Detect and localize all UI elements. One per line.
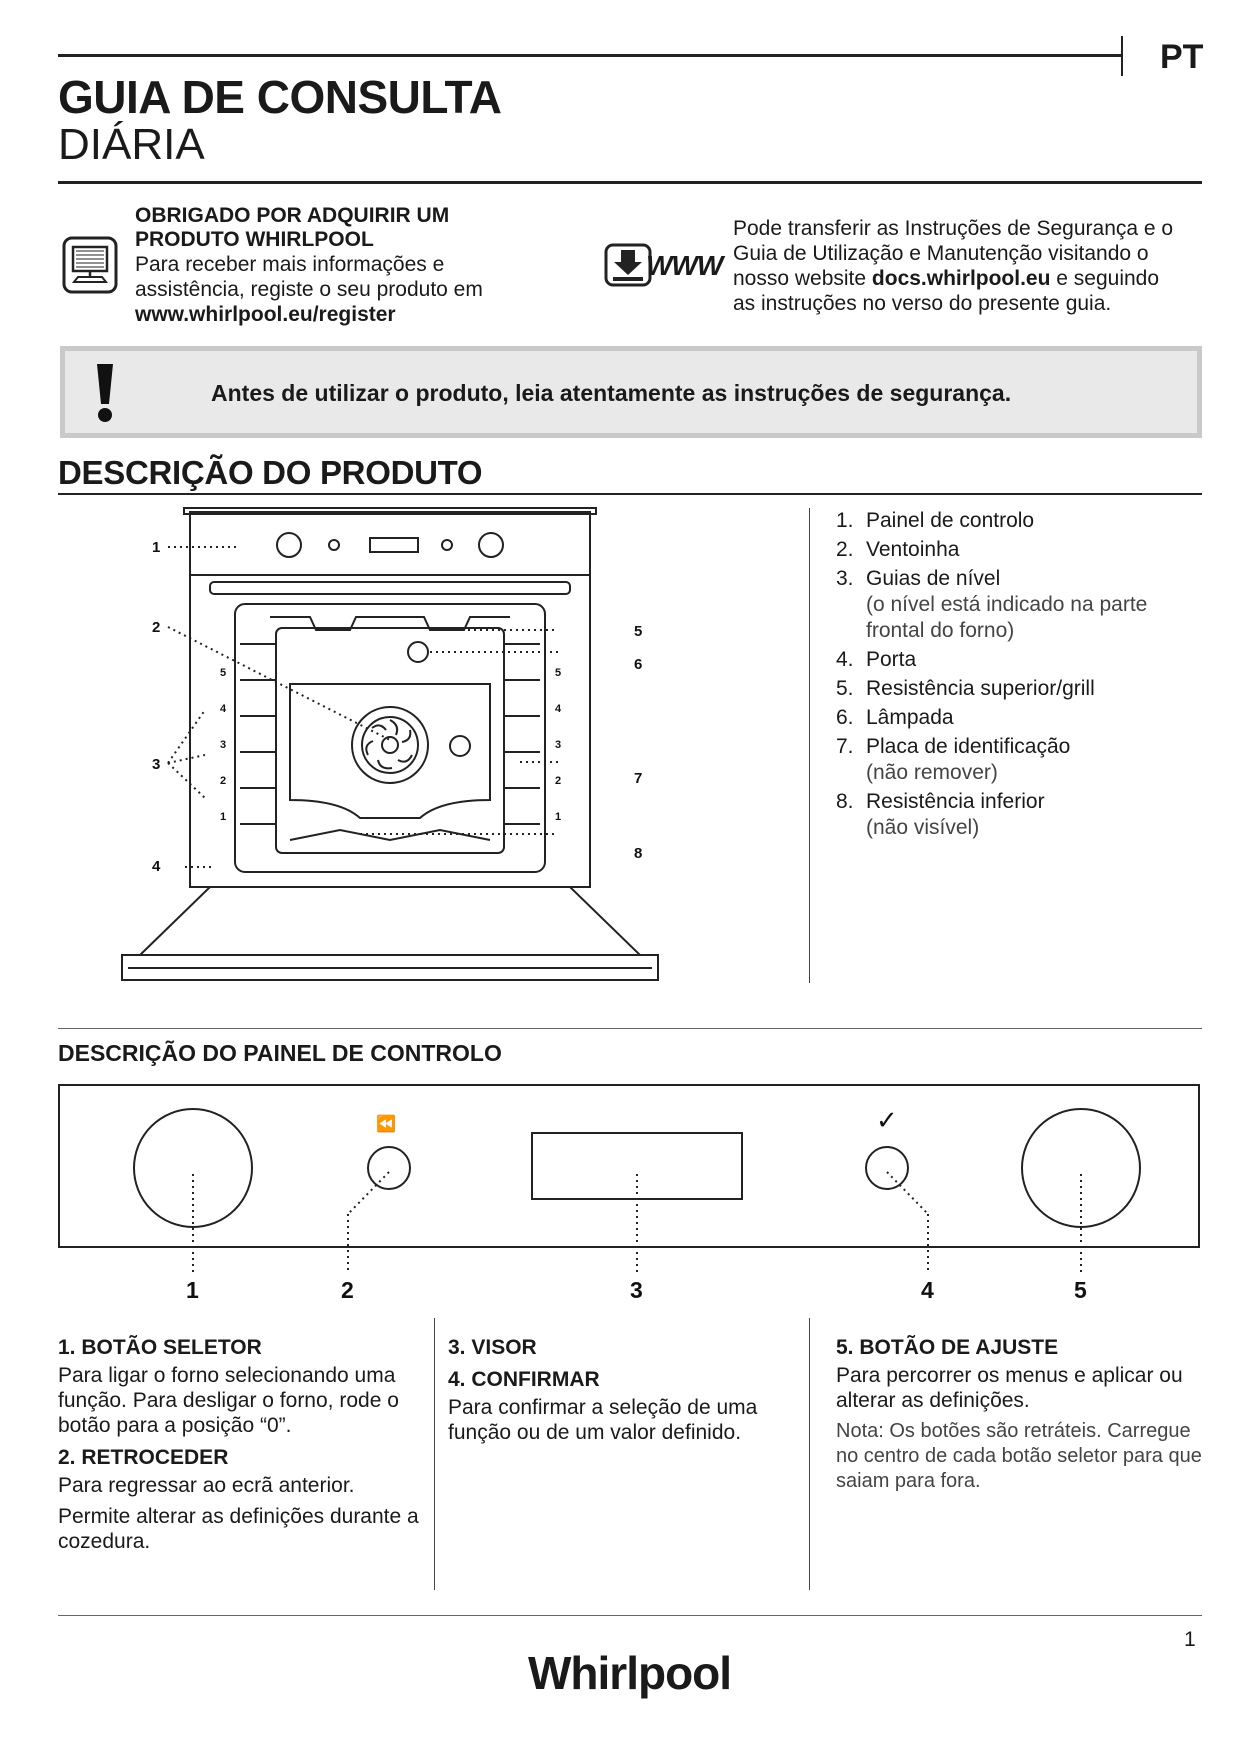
callout-4: 4 [152, 858, 161, 875]
col2-heading-1: 3. VISOR [448, 1336, 537, 1359]
callout-1: 1 [152, 539, 161, 556]
warning-text: Antes de utilizar o produto, leia atentamente as instruções de segurança. [211, 380, 1012, 406]
col1-text-3: Permite alterar as definições durante a cozedura. [58, 1505, 419, 1553]
register-text-1: Para receber mais informações e [135, 253, 445, 276]
svg-text:3: 3 [555, 739, 562, 751]
display [532, 1133, 742, 1199]
svg-text:5: 5 [220, 667, 227, 679]
page-subtitle: DIÁRIA [58, 120, 205, 169]
docs-link[interactable]: docs.whirlpool.eu [871, 267, 1051, 290]
www-text: WWW [646, 250, 723, 281]
callout-3: 3 [152, 756, 161, 773]
list-item: 4. Porta [836, 648, 917, 671]
register-text-2: assistência, registe o seu produto em [135, 278, 483, 301]
product-section-title: DESCRIÇÃO DO PRODUTO [58, 454, 483, 491]
col2-heading-2: 4. CONFIRMAR [448, 1368, 600, 1391]
col1-text-2: Para regressar ao ecrã anterior. [58, 1474, 355, 1497]
whirlpool-logo: Whirlpool [528, 1647, 732, 1699]
footer-rule [58, 1615, 1202, 1616]
control-section-title: DESCRIÇÃO DO PAINEL DE CONTROLO [58, 1040, 502, 1066]
list-item: 6. Lâmpada [836, 706, 954, 729]
svg-text:4: 4 [555, 703, 562, 715]
checkmark-icon: ✓ [876, 1106, 898, 1136]
col1-text-1: Para ligar o forno selecionando uma função. Para desligar o forno, rode o botão para a posição “0”. [58, 1364, 399, 1437]
exclamation-icon [94, 362, 116, 424]
product-parts-list [836, 508, 1206, 844]
svg-text:1: 1 [555, 811, 562, 823]
svg-text:4: 4 [220, 703, 227, 715]
control-col-1 [58, 1328, 423, 1560]
download-block [733, 216, 1213, 316]
register-heading-1: OBRIGADO POR ADQUIRIR UM [135, 204, 450, 227]
download-www-icon [604, 242, 724, 290]
register-block [135, 204, 535, 327]
list-item: 8. Resistência inferior (não visível) [836, 790, 1045, 839]
top-rule [58, 54, 1122, 57]
col3-heading-1: 5. BOTÃO DE AJUSTE [836, 1336, 1059, 1359]
col1-heading-2: 2. RETROCEDER [58, 1446, 229, 1469]
panel-label-5: 5 [1074, 1277, 1087, 1303]
download-line-4: as instruções no verso do presente guia. [733, 292, 1112, 315]
col2-text-1: Para confirmar a seleção de uma função ou de um valor definido. [448, 1396, 758, 1444]
product-column-divider [809, 508, 810, 983]
panel-label-1: 1 [186, 1277, 199, 1303]
callout-8: 8 [634, 845, 643, 862]
control-col-2 [448, 1328, 798, 1451]
svg-text:5: 5 [555, 667, 562, 679]
adjust-knob [1022, 1109, 1140, 1227]
download-line-2: Guia de Utilização e Manutenção visitando o [733, 242, 1149, 265]
register-url[interactable]: www.whirlpool.eu/register [135, 303, 396, 326]
callout-2: 2 [152, 619, 161, 636]
list-item: 7. Placa de identificação (não remover) [836, 735, 1071, 784]
back-icon: ⏪ [376, 1114, 396, 1133]
list-item: 1. Painel de controlo [836, 509, 1035, 532]
list-item: 3. Guias de nível (o nível está indicado na parte frontal do forno) [836, 567, 1148, 642]
panel-label-2: 2 [341, 1277, 354, 1303]
list-item: 5. Resistência superior/grill [836, 677, 1095, 700]
download-line-1: Pode transferir as Instruções de Segurança e o [733, 217, 1174, 240]
control-col-3 [836, 1328, 1206, 1500]
download-line-3: nosso website docs.whirlpool.eu e seguindo [733, 267, 1160, 290]
svg-text:3: 3 [220, 739, 227, 751]
computer-icon [62, 236, 118, 294]
col-divider-2 [809, 1318, 810, 1590]
callout-7: 7 [634, 770, 643, 787]
svg-text:2: 2 [220, 775, 227, 787]
oven-diagram [80, 500, 720, 990]
svg-text:1: 1 [220, 811, 227, 823]
callout-6: 6 [634, 656, 643, 673]
list-item: 2. Ventoinha [836, 538, 960, 561]
col-divider-1 [434, 1318, 435, 1590]
back-button [368, 1147, 410, 1189]
svg-text:2: 2 [555, 775, 562, 787]
col3-text-1: Para percorrer os menus e aplicar ou alterar as definições. [836, 1364, 1183, 1412]
lang-divider [1121, 36, 1123, 76]
page-number: 1 [1184, 1628, 1196, 1651]
col1-heading-1: 1. BOTÃO SELETOR [58, 1336, 262, 1359]
confirm-button [866, 1147, 908, 1189]
callout-5: 5 [634, 623, 643, 640]
page-title: GUIA DE CONSULTA [58, 71, 502, 123]
col3-note: Nota: Os botões são retráteis. Carregue no centro de cada botão seletor para que saiam para fora. [836, 1420, 1202, 1492]
control-panel-elements [58, 1084, 1202, 1304]
panel-label-3: 3 [630, 1277, 643, 1303]
control-section-rule [58, 1028, 1202, 1029]
language-code: PT [1160, 38, 1204, 76]
product-title-rule [58, 493, 1202, 495]
panel-label-4: 4 [921, 1277, 934, 1303]
selector-knob [134, 1109, 252, 1227]
title-rule [58, 181, 1202, 184]
register-heading-2: PRODUTO WHIRLPOOL [135, 228, 374, 251]
